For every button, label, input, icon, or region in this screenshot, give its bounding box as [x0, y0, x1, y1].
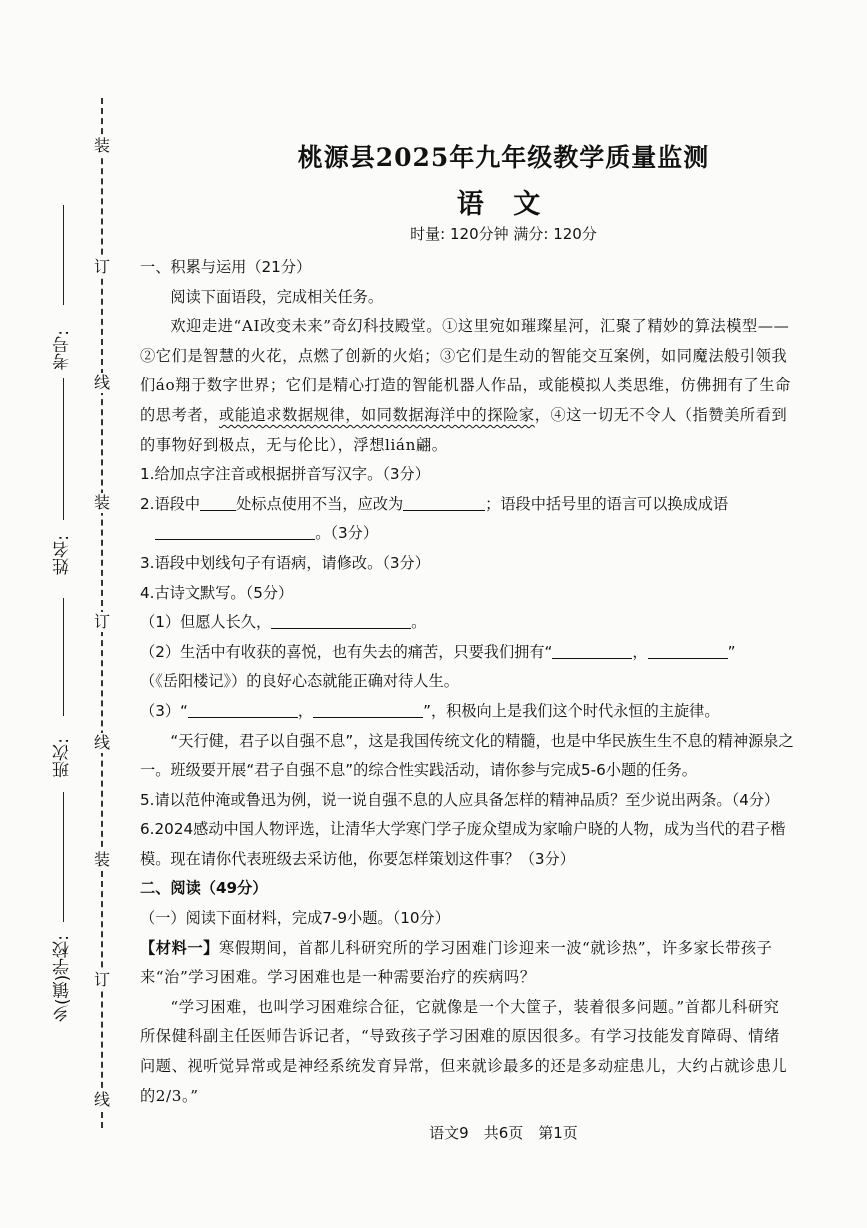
- section1-instruction: 阅读下面语段，完成相关任务。: [170, 287, 384, 306]
- time-score-info: 时量: 120分钟 满分: 120分: [410, 225, 597, 243]
- answer-blank[interactable]: [648, 640, 728, 659]
- answer-blank[interactable]: [313, 699, 423, 718]
- answer-blank[interactable]: [552, 640, 632, 659]
- reading-1-instruction: （一）阅读下面材料，完成7-9小题。（10分）: [140, 909, 450, 928]
- question-6: 6.2024感动中国人物评选，让清华大学寒门学子庞众望成为家喻户晓的人物，成为当代的君子楷模。现在请你代表班级去采访他，你要怎样策划这件事？（3分）: [140, 820, 786, 868]
- question-2: 2.语段中 处标点使用不当，应改为 ；语段中括号里的语言可以换成成语 。（3分）: [140, 490, 795, 549]
- passage-text-end: ，④这一切无不令人（指赞美所看到的事物好到极点，无与伦比），浮想lián翩。: [140, 405, 788, 454]
- binding-mark: 订: [93, 612, 110, 631]
- binding-mark: 线: [93, 733, 110, 752]
- binding-mark: 线: [93, 373, 110, 392]
- answer-blank[interactable]: [188, 699, 298, 718]
- question-1: 1.给加点字注音或根据拼音写汉字。（3分）: [140, 465, 430, 484]
- name-class-line: [63, 598, 64, 716]
- passage: [140, 312, 795, 460]
- binding-mark: 装: [93, 850, 110, 869]
- question-5: 5.请以范仲淹或鲁迅为例，说一说自强不息的人应具备怎样的精神品质？至少说出两条。（4分）: [140, 790, 780, 809]
- exam-title: 桃源县2025年九年级教学质量监测: [297, 143, 710, 172]
- passage-text: 欢迎走进“AI改变未来”奇幻科技殿堂。①这里宛如璀璨星河，汇聚了精妙的算法模型——②它们是智慧的火花，点燃了创新的火焰；③它们是生动的智能交互案例，如同魔法般引领我们áo翔于数字世界；它们是精心打造的智能机器人作品，或能模拟人类思维，仿佛拥有了生命的思考者，: [140, 317, 791, 424]
- binding-mark: 装: [93, 136, 110, 155]
- class-label: 班次:: [53, 738, 73, 778]
- answer-blank[interactable]: [271, 610, 411, 629]
- class-school-line: [63, 792, 64, 922]
- material-1-label: 【材料一】: [140, 938, 219, 957]
- exam-no-line: [63, 205, 64, 305]
- question-4-1: （1）但愿人长久， 。: [140, 608, 795, 638]
- section1-heading: 一、积累与运用（21分）: [140, 258, 312, 276]
- question-4-2: （2）生活中有收获的喜悦，也有失去的痛苦，只要我们拥有“ ， ” （《岳阳楼记》）的良好心态就能正确对待人生。: [140, 638, 795, 697]
- answer-blank[interactable]: [155, 521, 315, 540]
- question-4: 4.古诗文默写。（5分）: [140, 583, 294, 602]
- material-1: 【材料一】寒假期间，首都儿科研究所的学习困难门诊迎来一波“就诊热”，许多家长带孩子来“治”学习困难。学习困难也是一种需要治疗的疾病吗？: [140, 938, 773, 987]
- exam-no-label: 考号:: [53, 330, 73, 370]
- binding-mark: 订: [93, 970, 110, 989]
- subject-title: 语 文: [456, 189, 551, 220]
- exam-content: [140, 253, 795, 1111]
- section2-heading: 二、阅读（49分）: [140, 879, 268, 898]
- answer-blank[interactable]: [403, 492, 485, 511]
- school-label: 乡(镇)学校:: [53, 935, 73, 1022]
- binding-mark: 线: [93, 1090, 110, 1109]
- material-1-quote: “学习困难，也叫学习困难综合征，它就像是一个大筐子，装着很多问题。”首都儿科研究所保健科副主任医师告诉记者，“导致孩子学习困难的原因很多。有学习技能发育障碍、情绪问题、视听觉异常或是神经系统发育异常，但来就诊最多的还是多动症患儿，大约占就诊患儿的2/3。”: [140, 997, 788, 1105]
- binding-mark: 订: [93, 257, 110, 276]
- page-footer: 语文9 共6页 第1页: [429, 1124, 578, 1142]
- binding-mark: 装: [93, 493, 110, 512]
- name-line: [63, 378, 64, 520]
- answer-blank[interactable]: [200, 492, 236, 511]
- question-3: 3.语段中划线句子有语病，请修改。（3分）: [140, 553, 430, 572]
- binding-margin: [0, 0, 140, 1228]
- intro-5-6: “天行健，君子以自强不息”，这是我国传统文化的精髓，也是中华民族生生不息的精神源泉之一。班级要开展“君子自强不息”的综合性实践活动，请你参与完成5-6小题的任务。: [140, 731, 794, 780]
- name-label: 姓名:: [53, 535, 73, 575]
- passage-underlined-sentence: 或能追求数据规律，如同数据海洋中的探险家: [218, 405, 535, 424]
- question-4-3: （3）“ ， ”，积极向上是我们这个时代永恒的主旋律。: [140, 697, 795, 727]
